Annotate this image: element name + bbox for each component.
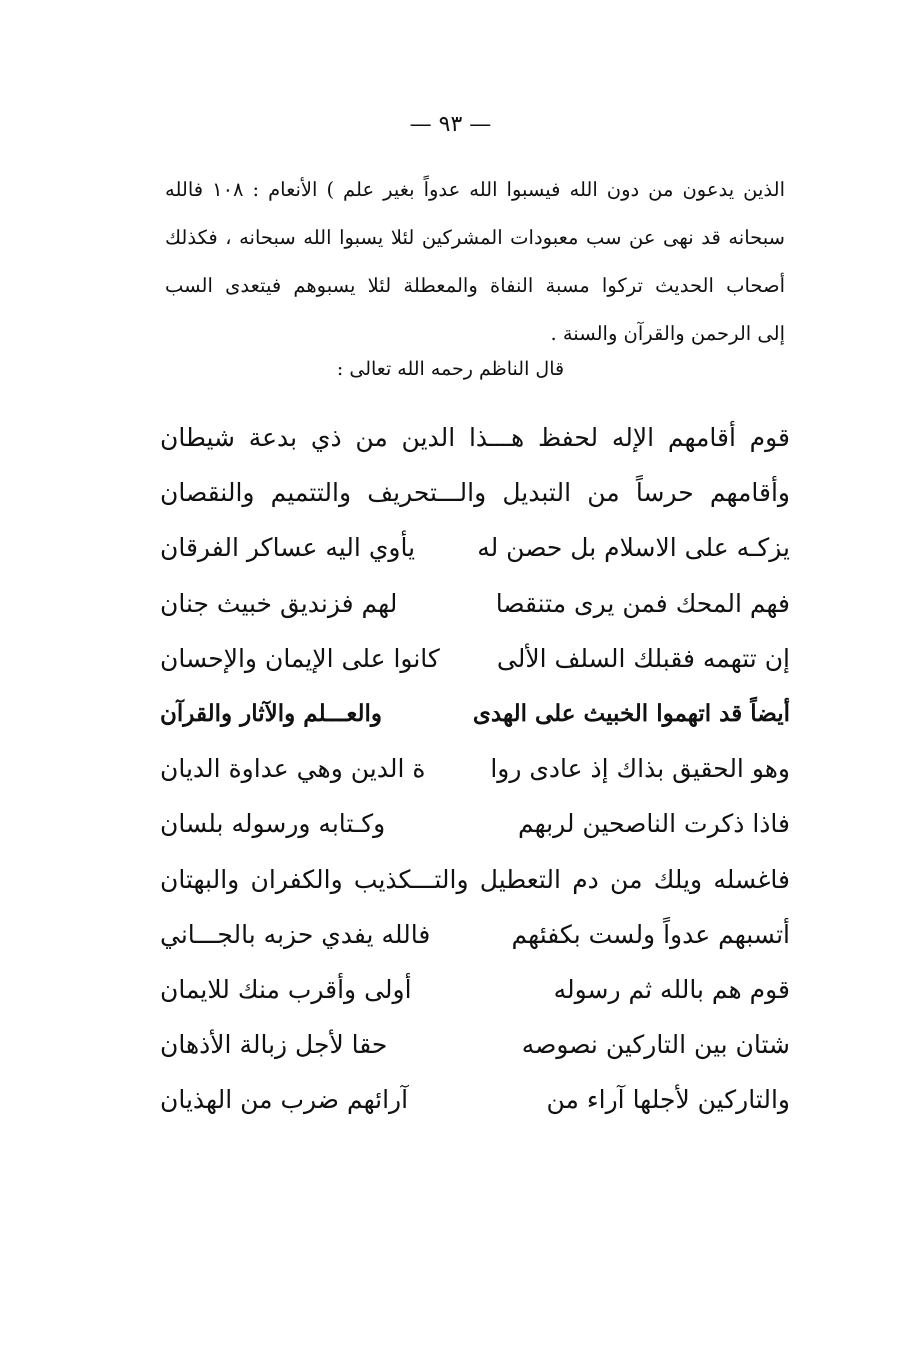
verse (160, 410, 790, 465)
verse-second-hemistich: يأوي اليه عساكر الفرقان (160, 533, 416, 563)
verse-second-hemistich: آرائهم ضرب من الهذيان (160, 1085, 409, 1115)
verse (160, 1072, 790, 1127)
verse-second-hemistich: ة الدين وهي عداوة الديان (160, 754, 426, 784)
verse (160, 465, 790, 520)
verse-first-hemistich: فهم المحك فمن يرى متنقصا (495, 588, 790, 618)
verse-first-hemistich: وهو الحقيق بذاك إذ عادى روا (490, 754, 790, 784)
verse-second-hemistich: فالله يفدي حزبه بالجـــاني (160, 919, 431, 949)
verse-second-hemistich: أولى وأقرب منك للايمان (160, 974, 412, 1004)
prose-line: أصحاب الحديث تركوا مسبة النفاة والمعطلة لئلا يسبوهم فيتعدى السب (165, 274, 785, 297)
verse-second-hemistich: والعـــلم والآثار والقرآن (160, 699, 382, 727)
verse-first-hemistich: والتاركين لأجلها آراء من (546, 1085, 790, 1115)
poem (160, 410, 790, 1127)
verse-first-hemistich: أيضاً قد اتهموا الخبيث على الهدى (472, 699, 790, 727)
prose-line: الذين يدعون من دون الله فيسبوا الله عدواً بغير علم ) الأنعام : ١٠٨ فالله (165, 178, 785, 201)
verse-first-hemistich: شتان بين التاركين نصوصه (521, 1030, 790, 1060)
verse (160, 520, 790, 575)
verse-full-line: فاغسله ويلك من دم التعطيل والتـــكذيب والكفران والبهتان (160, 864, 790, 894)
verse (160, 686, 790, 741)
poem-introduction: قال الناظم رحمه الله تعالى : (336, 358, 565, 380)
verse (160, 796, 790, 851)
verse-first-hemistich: إن تتهمه فقبلك السلف الألى (496, 643, 790, 673)
verse-second-hemistich: حقا لأجل زبالة الأذهان (160, 1030, 388, 1060)
verse-first-hemistich: أتسبهم عدواً ولست بكفئهم (511, 919, 790, 949)
verse-second-hemistich: وكـتابه ورسوله بلسان (160, 809, 386, 839)
verse (160, 962, 790, 1017)
prose-line: سبحانه قد نهى عن سب معبودات المشركين لئلا يسبوا الله سبحانه ، فكذلك (165, 226, 785, 249)
page-number: — ٩٣ — (409, 112, 492, 137)
verse-second-hemistich: لهم فزنديق خبيث جنان (160, 588, 398, 618)
verse (160, 1017, 790, 1072)
prose-line: إلى الرحمن والقرآن والسنة . (550, 322, 785, 345)
verse (160, 576, 790, 631)
verse (160, 907, 790, 962)
verse-first-hemistich: قوم هم بالله ثم رسوله (553, 974, 790, 1004)
verse-full-line: قوم أقامهم الإله لحفظ هـــذا الدين من ذي بدعة شيطان (160, 423, 790, 452)
verse (160, 852, 790, 907)
verse (160, 631, 790, 686)
verse-first-hemistich: يزكـه على الاسلام بل حصن له (477, 533, 790, 563)
verse-first-hemistich: فاذا ذكرت الناصحين لربهم (517, 809, 790, 839)
verse (160, 741, 790, 796)
verse-second-hemistich: كانوا على الإيمان والإحسان (160, 643, 440, 673)
prose-paragraph (165, 166, 785, 358)
verse-full-line: وأقامهم حرساً من التبديل والـــتحريف والتتميم والنقصان (160, 478, 790, 508)
